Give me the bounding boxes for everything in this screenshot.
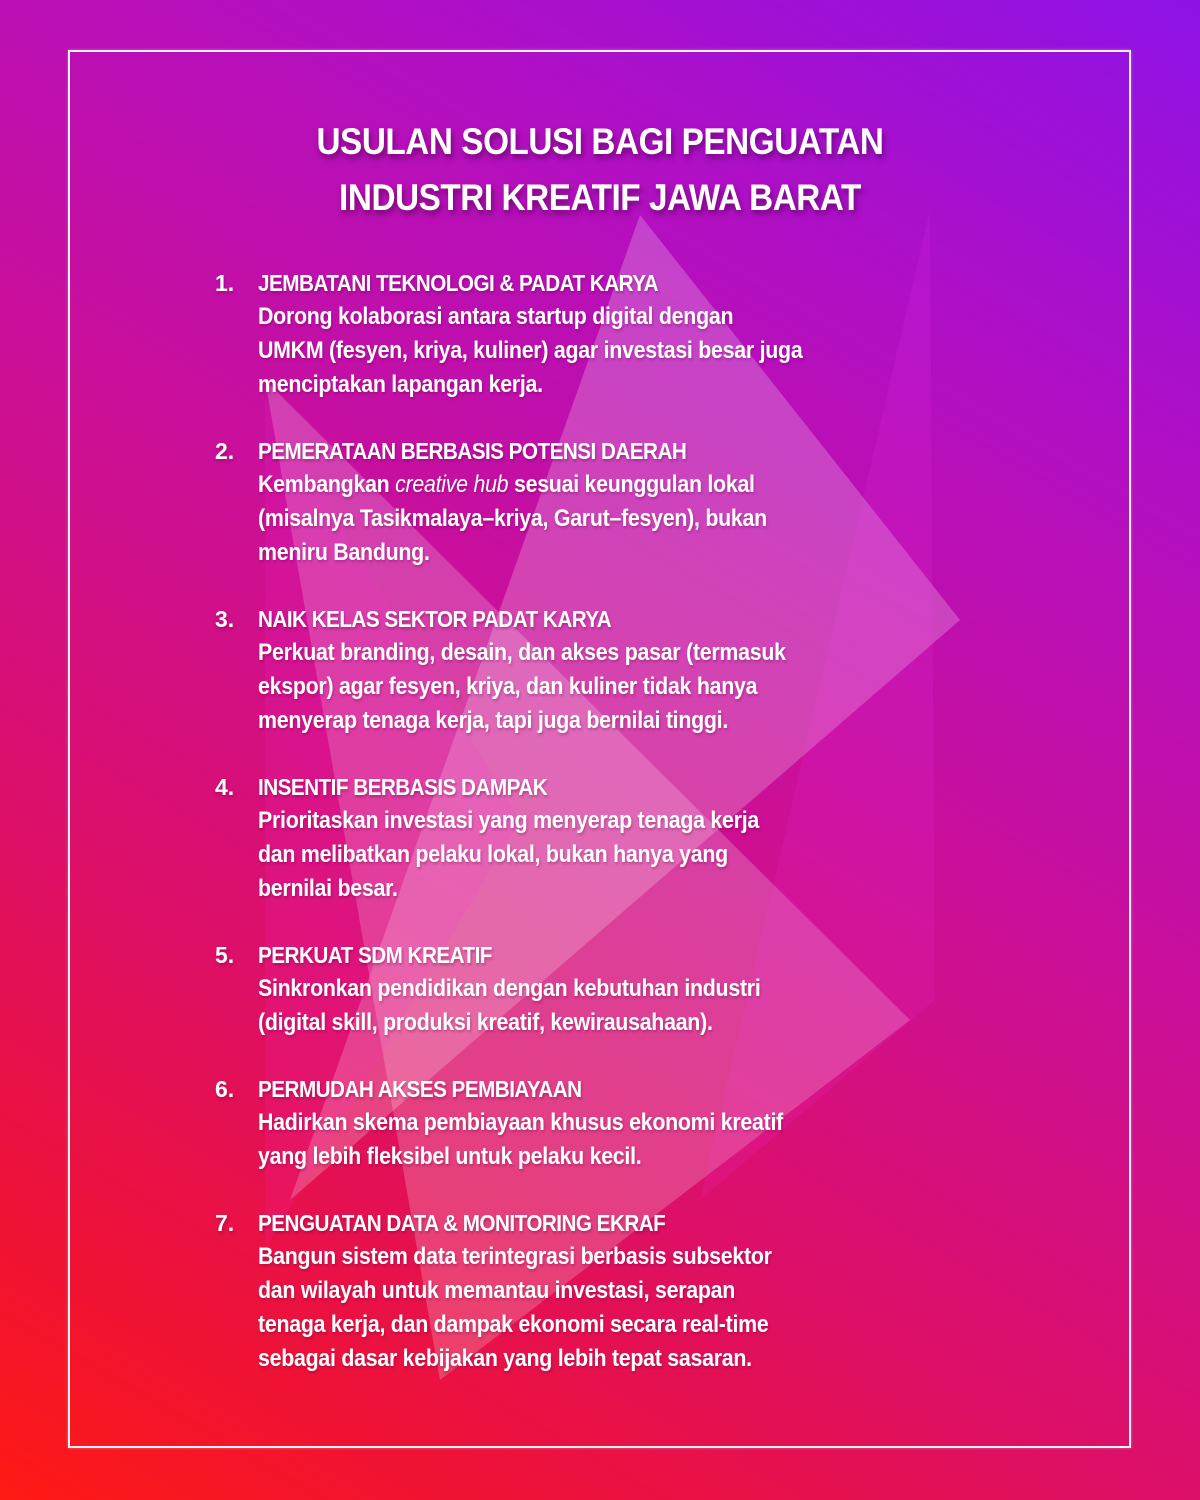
description-line: Bangun sistem data terintegrasi berbasis subsektor bbox=[258, 1243, 772, 1270]
title-line-2: INDUSTRI KREATIF JAWA BARAT bbox=[339, 177, 861, 218]
description-line: bernilai besar. bbox=[258, 875, 398, 902]
page-title bbox=[60, 114, 1140, 226]
description-line: menciptakan lapangan kerja. bbox=[258, 371, 543, 398]
list-item bbox=[215, 1206, 1015, 1376]
description-line: menyerap tenaga kerja, tapi juga bernilai tinggi. bbox=[258, 707, 729, 734]
item-description bbox=[258, 1106, 988, 1174]
description-line: (digital skill, produksi kreatif, kewirausahaan). bbox=[258, 1009, 713, 1036]
italic-term: creative hub bbox=[395, 471, 509, 498]
description-line: dan melibatkan pelaku lokal, bukan hanya yang bbox=[258, 841, 728, 868]
item-number: 5. bbox=[215, 942, 235, 968]
description-text: sesuai keunggulan lokal bbox=[508, 471, 755, 498]
description-line: tenaga kerja, dan dampak ekonomi secara real-time bbox=[258, 1311, 769, 1338]
item-heading: PENGUATAN DATA & MONITORING EKRAF bbox=[258, 1210, 666, 1236]
item-description bbox=[258, 804, 988, 906]
item-description bbox=[258, 300, 988, 402]
description-line: Prioritaskan investasi yang menyerap tenaga kerja bbox=[258, 807, 759, 834]
list-item bbox=[215, 1072, 1015, 1174]
description-line: UMKM (fesyen, kriya, kuliner) agar investasi besar juga bbox=[258, 337, 803, 364]
description-line: Dorong kolaborasi antara startup digital dengan bbox=[258, 303, 734, 330]
item-number: 6. bbox=[215, 1076, 235, 1102]
description-line: ekspor) agar fesyen, kriya, dan kuliner tidak hanya bbox=[258, 673, 758, 700]
title-line-1: USULAN SOLUSI BAGI PENGUATAN bbox=[316, 121, 884, 162]
description-text: Kembangkan bbox=[258, 471, 396, 498]
description-line: Sinkronkan pendidikan dengan kebutuhan industri bbox=[258, 975, 761, 1002]
item-heading: NAIK KELAS SEKTOR PADAT KARYA bbox=[258, 606, 612, 632]
item-number: 3. bbox=[215, 606, 235, 632]
item-heading: PEMERATAAN BERBASIS POTENSI DAERAH bbox=[258, 438, 687, 464]
item-heading: PERKUAT SDM KREATIF bbox=[258, 942, 492, 968]
list-item bbox=[215, 434, 1015, 570]
item-number: 4. bbox=[215, 774, 235, 800]
item-description bbox=[258, 1240, 988, 1376]
description-line: yang lebih fleksibel untuk pelaku kecil. bbox=[258, 1143, 642, 1170]
item-number: 1. bbox=[215, 270, 235, 296]
item-heading: PERMUDAH AKSES PEMBIAYAAN bbox=[258, 1076, 582, 1102]
description-line: Hadirkan skema pembiayaan khusus ekonomi kreatif bbox=[258, 1109, 783, 1136]
description-line: (misalnya Tasikmalaya–kriya, Garut–fesyen), bukan bbox=[258, 505, 767, 532]
item-number: 7. bbox=[215, 1210, 235, 1236]
solution-list bbox=[215, 266, 1015, 1408]
item-heading: INSENTIF BERBASIS DAMPAK bbox=[258, 774, 548, 800]
description-line bbox=[258, 468, 988, 502]
list-item bbox=[215, 602, 1015, 738]
list-item bbox=[215, 770, 1015, 906]
list-item bbox=[215, 938, 1015, 1040]
description-line: Perkuat branding, desain, dan akses pasar (termasuk bbox=[258, 639, 786, 666]
item-number: 2. bbox=[215, 438, 235, 464]
list-item bbox=[215, 266, 1015, 402]
item-heading: JEMBATANI TEKNOLOGI & PADAT KARYA bbox=[258, 270, 659, 296]
item-description bbox=[258, 468, 988, 570]
description-line: dan wilayah untuk memantau investasi, serapan bbox=[258, 1277, 736, 1304]
description-line: meniru Bandung. bbox=[258, 539, 430, 566]
description-line: sebagai dasar kebijakan yang lebih tepat sasaran. bbox=[258, 1345, 752, 1372]
item-description bbox=[258, 972, 988, 1040]
item-description bbox=[258, 636, 988, 738]
